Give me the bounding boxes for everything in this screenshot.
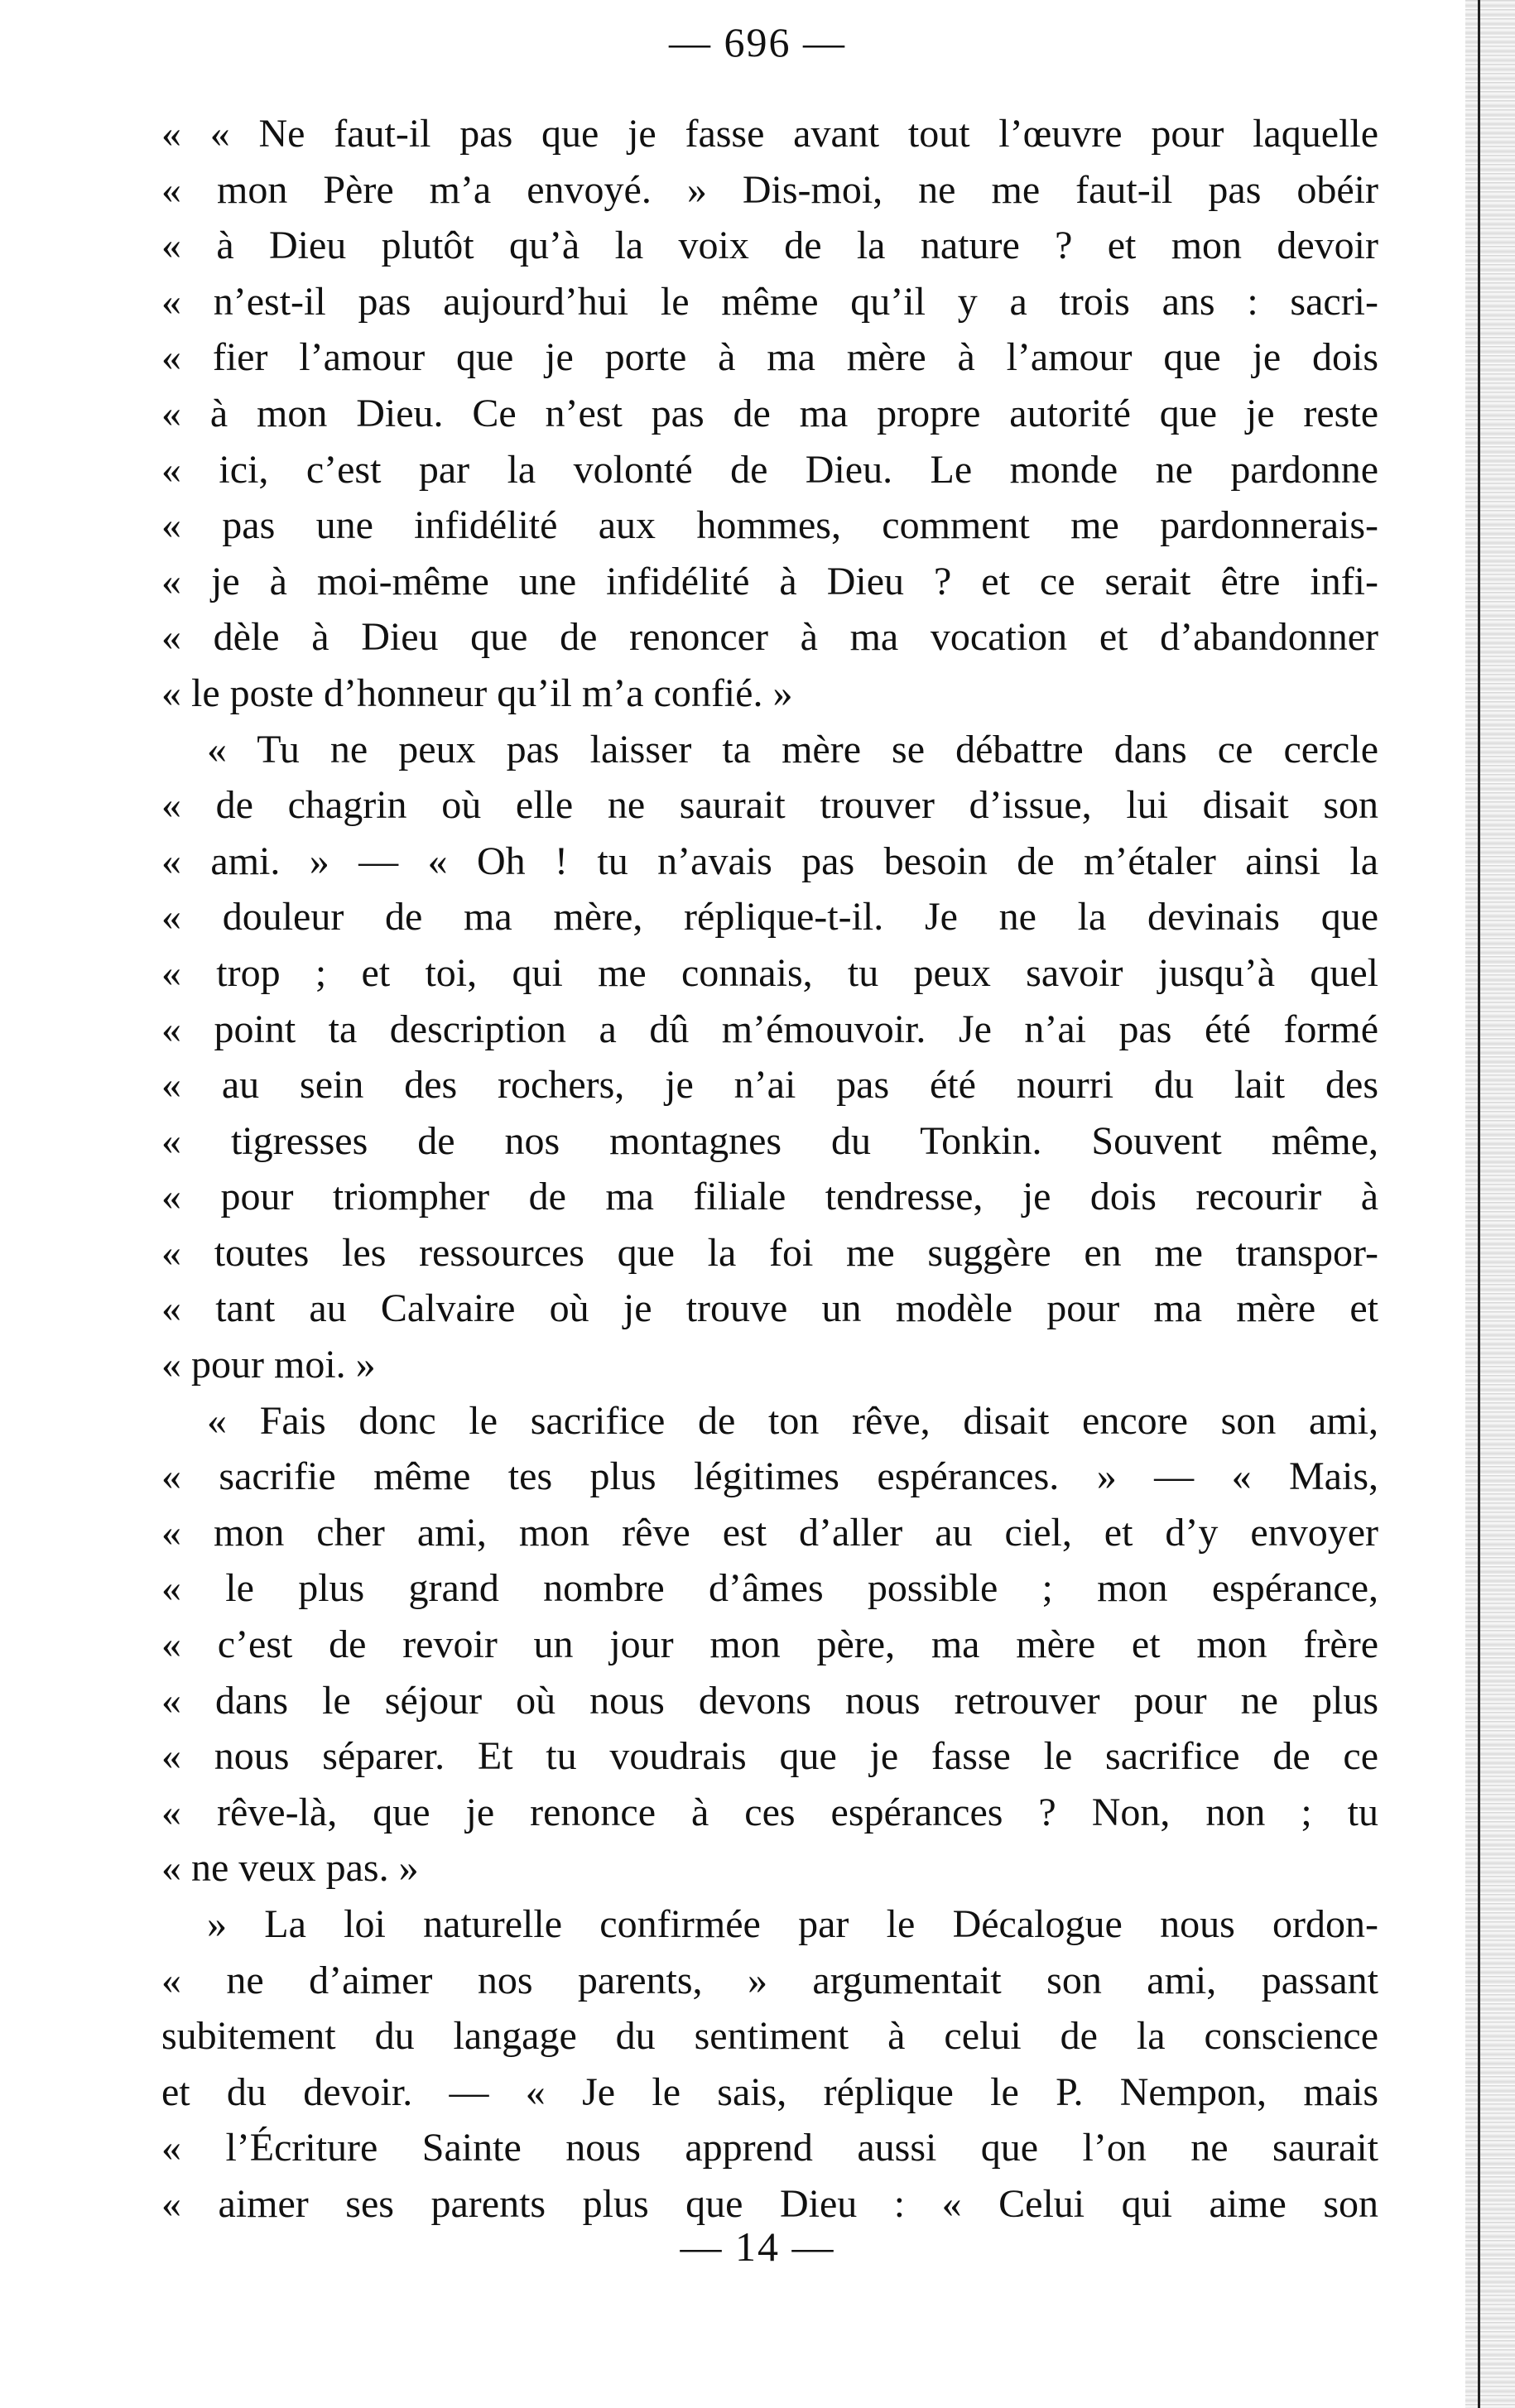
text-line: « le plus grand nombre d’âmes possible ; mon espérance, [161,1566,1378,1611]
text-line: « pour triompher de ma filiale tendresse, je dois recourir à [161,1175,1378,1219]
text-line: « toutes les ressources que la foi me suggère en me transpor- [161,1230,1378,1275]
text-line: » La loi naturelle confirmée par le Décalogue nous ordon- [207,1902,1378,1946]
text-line: « n’est-il pas aujourd’hui le même qu’il y a trois ans : sacri- [161,279,1378,324]
text-line: « à Dieu plutôt qu’à la voix de la nature ? et mon devoir [161,223,1378,268]
text-line: « je à moi-même une infidélité à Dieu ? et ce serait être infi- [161,559,1378,603]
text-line: « pas une infidélité aux hommes, comment me pardonnerais- [161,503,1378,548]
body-text [161,106,1378,2233]
text-line: « le poste d’honneur qu’il m’a confié. » [161,670,793,715]
text-line: « de chagrin où elle ne saurait trouver d’issue, lui disait son [161,783,1378,828]
text-line: « nous séparer. Et tu voudrais que je fasse le sacrifice de ce [161,1734,1378,1779]
text-line: « tigresses de nos montagnes du Tonkin. Souvent même, [161,1118,1378,1163]
text-line: « pour moi. » [161,1343,376,1387]
text-line: « aimer ses parents plus que Dieu : « Celui qui aime son [161,2181,1378,2226]
text-line: « dans le séjour où nous devons nous retrouver pour ne plus [161,1678,1378,1723]
text-line: « tant au Calvaire où je trouve un modèle pour ma mère et [161,1286,1378,1331]
page-edge-line [1478,0,1480,2408]
signature-mark: — 14 — [680,2223,835,2270]
text-line: « ami. » — « Oh ! tu n’avais pas besoin de m’étaler ainsi la [161,839,1378,883]
page-number: — 696 — [669,19,846,65]
text-line: « ne veux pas. » [161,1846,419,1891]
text-line: « ici, c’est par la volonté de Dieu. Le monde ne pardonne [161,447,1378,492]
text-line: « mon cher ami, mon rêve est d’aller au ciel, et d’y envoyer [161,1510,1378,1555]
text-line: « au sein des rochers, je n’ai pas été nourri du lait des [161,1063,1378,1108]
text-line: « trop ; et toi, qui me connais, tu peux savoir jusqu’à quel [161,950,1378,995]
scanned-page-edge [1465,0,1515,2408]
text-line: « rêve-là, que je renonce à ces espérances ? Non, non ; tu [161,1790,1378,1834]
text-line: « fier l’amour que je porte à ma mère à l’amour que je dois [161,335,1378,380]
text-line: « douleur de ma mère, réplique-t-il. Je ne la devinais que [161,895,1378,940]
text-line: et du devoir. — « Je le sais, réplique le P. Nempon, mais [161,2069,1378,2114]
text-line: « à mon Dieu. Ce n’est pas de ma propre autorité que je reste [161,391,1378,435]
text-line: « Tu ne peux pas laisser ta mère se débattre dans ce cercle [207,727,1378,771]
text-line: « c’est de revoir un jour mon père, ma mère et mon frère [161,1622,1378,1667]
text-line: « Fais donc le sacrifice de ton rêve, disait encore son ami, [207,1398,1378,1443]
text-line: « l’Écriture Sainte nous apprend aussi que l’on ne saurait [161,2126,1378,2170]
text-line: « « Ne faut-il pas que je fasse avant tout l’œuvre pour laquelle [161,112,1378,156]
text-line: « mon Père m’a envoyé. » Dis-moi, ne me faut-il pas obéir [161,167,1378,212]
text-line: « sacrifie même tes plus légitimes espérances. » — « Mais, [161,1454,1378,1499]
text-line: « point ta description a dû m’émouvoir. Je n’ai pas été formé [161,1007,1378,1051]
text-line: subitement du langage du sentiment à celui de la conscience [161,2014,1378,2059]
text-line: « dèle à Dieu que de renoncer à ma vocation et d’abandonner [161,615,1378,660]
text-line: « ne d’aimer nos parents, » argumentait son ami, passant [161,1958,1378,2002]
